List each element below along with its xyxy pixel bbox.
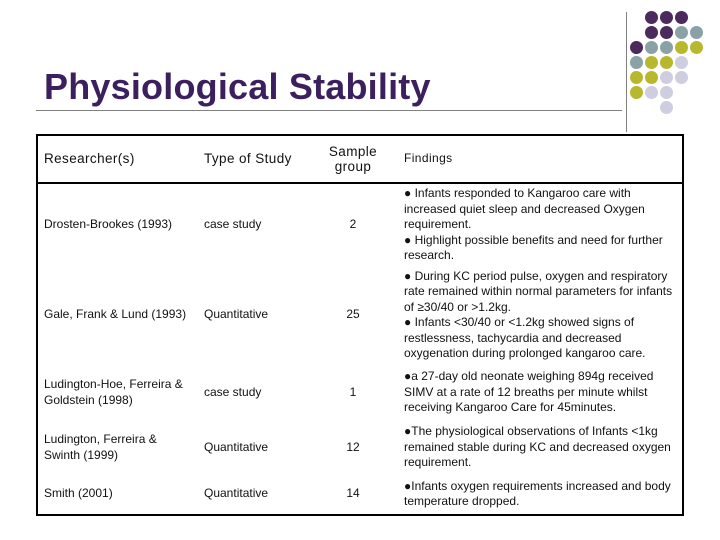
researcher-cell: Ludington, Ferreira & Swinth (1999) bbox=[44, 432, 157, 462]
researcher-cell: Gale, Frank & Lund (1993) bbox=[44, 307, 187, 322]
sample-cell: 2 bbox=[349, 217, 357, 231]
header-sample-group: Sample group bbox=[328, 143, 378, 174]
researcher-cell: Smith (2001) bbox=[44, 486, 113, 501]
type-cell: case study bbox=[204, 217, 262, 231]
decorative-dot bbox=[660, 56, 673, 69]
decorative-dot bbox=[630, 41, 643, 54]
decorative-dot bbox=[645, 41, 658, 54]
decorative-dot bbox=[675, 11, 688, 24]
finding-text: ●a 27-day old neonate weighing 894g received SIMV at a rate of 12 breaths per minute whilst receiving Kangaroo Care for 45minutes. bbox=[404, 369, 654, 415]
finding-text: ● Highlight possible benefits and need for further research. bbox=[404, 232, 663, 262]
table-row bbox=[37, 266, 683, 365]
decorative-dot bbox=[660, 86, 673, 99]
findings-cell bbox=[398, 365, 683, 421]
title-underline bbox=[36, 110, 622, 111]
header-researcher: Researcher(s) bbox=[44, 151, 135, 167]
decorative-dot bbox=[660, 101, 673, 114]
sample-cell: 25 bbox=[346, 307, 360, 322]
researcher-cell: Drosten-Brookes (1993) bbox=[44, 217, 173, 231]
decorative-dot bbox=[630, 56, 643, 69]
finding-text: ●Infants oxygen requirements increased and body temperature dropped. bbox=[404, 478, 671, 508]
sample-cell: 14 bbox=[346, 486, 360, 501]
decorative-dot bbox=[675, 71, 688, 84]
header-type-of-study: Type of Study bbox=[204, 151, 292, 167]
decorative-dot bbox=[675, 41, 688, 54]
type-cell: case study bbox=[204, 384, 262, 399]
decorative-dot bbox=[660, 11, 673, 24]
decorative-dot bbox=[690, 26, 703, 39]
decorative-dot bbox=[675, 56, 688, 69]
decorative-vertical-rule bbox=[626, 12, 627, 132]
finding-text: ● Infants responded to Kangaroo care with increased quiet sleep and decreased Oxygen requirement. bbox=[404, 186, 645, 231]
decorative-dot bbox=[690, 41, 703, 54]
table-row bbox=[37, 183, 683, 266]
finding-text: ● Infants <30/40 or <1.2kg showed signs of restlessness, tachycardia and decreased oxygenation during prolonged kangaroo care. bbox=[404, 315, 646, 360]
researcher-cell: Ludington-Hoe, Ferreira & Goldstein (1998) bbox=[44, 377, 183, 407]
sample-cell: 1 bbox=[349, 384, 357, 399]
decorative-dot bbox=[660, 26, 673, 39]
decorative-dot bbox=[630, 71, 643, 84]
finding-text: ●The physiological observations of Infants <1kg remained stable during KC and decreased oxygen requirement. bbox=[404, 424, 671, 470]
slide-title: Physiological Stability bbox=[44, 66, 431, 107]
type-cell: Quantitative bbox=[204, 486, 269, 501]
finding-text: ● During KC period pulse, oxygen and respiratory rate remained within normal parameters for infants of ≥30/40 or >1.2kg. bbox=[404, 268, 673, 314]
research-table bbox=[36, 134, 684, 516]
decorative-dot bbox=[645, 71, 658, 84]
decorative-dot bbox=[660, 41, 673, 54]
type-cell: Quantitative bbox=[204, 307, 269, 322]
findings-cell bbox=[398, 266, 683, 365]
findings-cell bbox=[398, 183, 683, 266]
decorative-dot bbox=[675, 26, 688, 39]
sample-cell: 12 bbox=[346, 439, 360, 454]
decorative-dot bbox=[645, 86, 658, 99]
decorative-dot bbox=[645, 26, 658, 39]
table-row bbox=[37, 475, 683, 515]
decorative-dot bbox=[660, 71, 673, 84]
findings-cell bbox=[398, 475, 683, 515]
header-findings: Findings bbox=[404, 151, 453, 166]
table-row bbox=[37, 365, 683, 421]
type-cell: Quantitative bbox=[204, 439, 269, 454]
decorative-dot bbox=[645, 56, 658, 69]
table-row bbox=[37, 421, 683, 475]
findings-cell bbox=[398, 421, 683, 475]
decorative-dot bbox=[645, 11, 658, 24]
table-header-row bbox=[37, 135, 683, 183]
decorative-dot bbox=[630, 86, 643, 99]
